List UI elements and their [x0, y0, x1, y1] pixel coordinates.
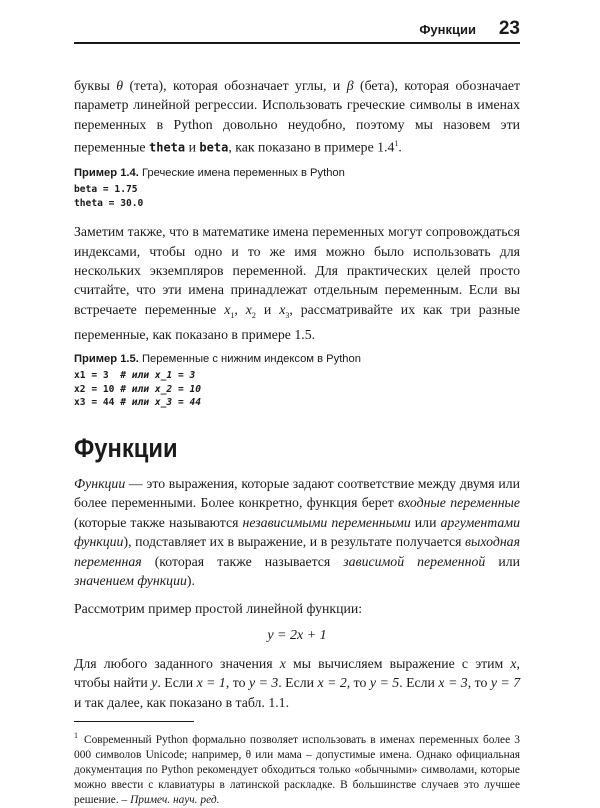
footnote-reference: 1: [394, 139, 399, 149]
running-header: [74, 16, 520, 44]
code-line: x2 = 10 # или x_2 = 10: [74, 383, 202, 395]
example-1-4-code: [74, 183, 520, 210]
paragraph-functions-definition: Функции — это выражения, которые задают соответствие между двумя или более переменными. Более конкретно, функция берет входные переменные (которые также называются независимыми переменными или аргументами функции), подставляет их в выражение, и в результате получается выходная переменная (которая также называется зависимой переменной или значением функции).: [74, 475, 521, 588]
example-1-4-caption: Пример 1.4. Греческие имена переменных в Python: [74, 167, 345, 180]
theta-symbol: θ: [116, 78, 124, 93]
page-number: 23: [498, 18, 520, 39]
section-heading: Функции: [74, 432, 178, 463]
code-line: x1 = 3 # или x_1 = 3: [74, 370, 196, 382]
footnote: $^1$ Современный Python формально позволяет использовать в именах переменных более 3 000 символов Unicode; например, θ или мама – допустимые имена. Однако официальная документация по Python рекомендует обходиться только «обычными» символами, которые можно ввести с клавиатуры в латинской раскладке. В большинстве случаев это лучшее решение. – Примеч. науч. ред.: [74, 730, 520, 806]
footnote-mark: 1: [74, 730, 78, 740]
paragraph-example-intro: Рассмотрим пример простой линейной функции:: [74, 601, 363, 617]
page-content: [74, 76, 520, 808]
paragraph-subscripts: Заметим также, что в математике имена переменных могут сопровождаться индексами, чтобы одно и то же имя можно было использовать для нескольких экземпляров переменной. Для практических целей просто считайте, что эти имена принадлежат отдельным переменным. Если вы встречаете переменные $x_1$, $x_2$ и $x_3$, рассматривайте их как три разные переменные, как показано в примере 1.5.: [74, 224, 520, 342]
example-1-5-caption: Пример 1.5. Переменные с нижним индексом в Python: [74, 353, 361, 366]
paragraph-evaluation: Для любого заданного значения x мы вычисляем выражение с этим x, чтобы найти y. Если x = 1, то y = 3. Если x = 2, то y = 5. Если x = 3, то y = 7 и так далее, как показано в табл. 1.1.: [74, 655, 521, 710]
code-line: beta = 1.75: [74, 184, 138, 196]
example-1-5-code: [74, 369, 520, 410]
inline-code-theta: theta: [149, 140, 186, 155]
code-line: x3 = 44 # или x_3 = 44: [74, 397, 202, 409]
code-line: theta = 30.0: [74, 197, 144, 209]
linear-function-formula: y = 2x + 1: [267, 627, 327, 643]
paragraph-greek-symbols: буквы θ (тета), которая обозначает углы, и β (бета), которая обозначает параметр линейной регрессии. Использовать греческие символы в именах переменных в Python довольно неудобно, поэтому мы назовем эти переменные theta и beta, как показано в примере 1.4$^1$.: [74, 78, 520, 155]
running-header-title: Функции: [419, 22, 476, 37]
inline-code-beta: beta: [199, 140, 229, 155]
beta-symbol: β: [346, 78, 354, 93]
footnote-divider: [74, 721, 194, 722]
